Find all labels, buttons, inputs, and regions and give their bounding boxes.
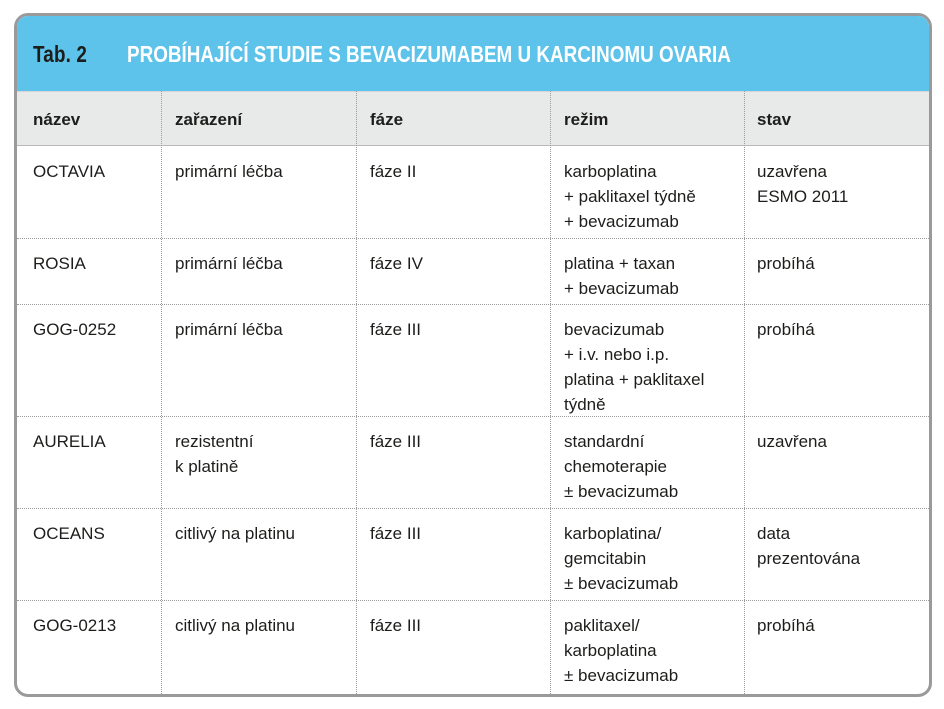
cell-text-line: prezentována [757, 549, 861, 568]
table-cell-stav [757, 251, 815, 276]
row-divider [17, 304, 929, 305]
table-cell-rezim [564, 159, 696, 234]
cell-text-line: fáze III [370, 432, 422, 451]
cell-text-line: ± bevacizumab [564, 666, 679, 685]
cell-text-line: + i.v. nebo i.p. [564, 345, 670, 364]
table-cell-stav [757, 317, 815, 342]
cell-text-line: probíhá [757, 320, 815, 339]
cell-text-line: citlivý na platinu [175, 524, 296, 543]
table-cell-zarazeni [175, 317, 283, 342]
table-cell-zarazeni [175, 251, 283, 276]
table-cell-zarazeni [175, 613, 295, 638]
column-divider [161, 91, 162, 697]
cell-text-line: fáze III [370, 320, 422, 339]
cell-text-line: ESMO 2011 [757, 187, 849, 206]
column-header-rezim: režim [564, 110, 609, 129]
cell-text-line: fáze III [370, 524, 422, 543]
table-cell-zarazeni [175, 429, 253, 479]
cell-text-line: standardní [564, 432, 645, 451]
table-cell-faze [370, 251, 423, 276]
cell-text-line: GOG-0213 [33, 616, 117, 635]
cell-text-line: GOG-0252 [33, 320, 117, 339]
table-title-bar [17, 16, 929, 91]
cell-text-line: data [757, 524, 791, 543]
table-cell-nazev [33, 521, 105, 546]
cell-text-line: k platině [175, 457, 239, 476]
cell-text-line: fáze III [370, 616, 422, 635]
cell-text-line: + bevacizumab [564, 212, 679, 231]
cell-text-line: karboplatina/ [564, 524, 662, 543]
cell-text-line: OCTAVIA [33, 162, 106, 181]
table-cell-nazev [33, 317, 116, 342]
cell-text-line: citlivý na platinu [175, 616, 296, 635]
column-divider [744, 91, 745, 697]
cell-text-line: chemoterapie [564, 457, 668, 476]
table-frame [14, 13, 932, 697]
column-header-faze: fáze [370, 110, 404, 129]
cell-text-line: AURELIA [33, 432, 106, 451]
cell-text-line: primární léčba [175, 162, 283, 181]
table-cell-stav [757, 429, 827, 454]
table-cell-rezim [564, 429, 678, 504]
column-header-stav: stav [757, 110, 792, 129]
table-cell-nazev [33, 159, 105, 184]
cell-text-line: ± bevacizumab [564, 482, 679, 501]
column-header-zarazeni: zařazení [175, 110, 243, 129]
column-header-nazev: název [33, 110, 81, 129]
table-cell-rezim [564, 521, 678, 596]
table-cell-faze [370, 613, 421, 638]
cell-text-line: probíhá [757, 616, 815, 635]
table-cell-stav [757, 613, 815, 638]
table-cell-rezim [564, 317, 704, 417]
table-cell-rezim [564, 251, 679, 301]
cell-text-line: týdně [564, 395, 606, 414]
cell-text-line: primární léčba [175, 254, 283, 273]
table-title: PROBÍHAJÍCÍ STUDIE S BEVACIZUMABEM U KARCINOMU OVARIA [127, 41, 731, 67]
cell-text-line: uzavřena [757, 162, 827, 181]
table-cell-faze [370, 521, 421, 546]
cell-text-line: karboplatina [564, 162, 657, 181]
cell-text-line: probíhá [757, 254, 815, 273]
cell-text-line: primární léčba [175, 320, 283, 339]
table-cell-faze [370, 429, 421, 454]
table-cell-nazev [33, 613, 116, 638]
row-divider [17, 238, 929, 239]
cell-text-line: ± bevacizumab [564, 574, 679, 593]
table-cell-nazev [33, 429, 106, 454]
cell-text-line: ROSIA [33, 254, 86, 273]
cell-text-line: uzavřena [757, 432, 827, 451]
row-divider [17, 416, 929, 417]
table-cell-faze [370, 317, 421, 342]
cell-text-line: platina + taxan [564, 254, 676, 273]
table-cell-stav [757, 521, 860, 571]
table-cell-nazev [33, 251, 86, 276]
cell-text-line: bevacizumab [564, 320, 665, 339]
cell-text-line: fáze II [370, 162, 417, 181]
cell-text-line: + paklitaxel týdně [564, 187, 696, 206]
table-cell-rezim [564, 613, 678, 688]
cell-text-line: OCEANS [33, 524, 105, 543]
cell-text-line: paklitaxel/ [564, 616, 640, 635]
table-cell-zarazeni [175, 521, 295, 546]
table-cell-faze [370, 159, 416, 184]
cell-text-line: gemcitabin [564, 549, 647, 568]
cell-text-line: karboplatina [564, 641, 657, 660]
table-number-label: Tab. 2 [33, 41, 88, 67]
cell-text-line: + bevacizumab [564, 279, 679, 298]
row-divider [17, 600, 929, 601]
cell-text-line: fáze IV [370, 254, 423, 273]
cell-text-line: platina + paklitaxel [564, 370, 705, 389]
column-divider [550, 91, 551, 697]
cell-text-line: rezistentní [175, 432, 254, 451]
table-cell-stav [757, 159, 848, 209]
table-header-row [17, 91, 929, 146]
row-divider [17, 508, 929, 509]
table-cell-zarazeni [175, 159, 283, 184]
column-divider [356, 91, 357, 697]
